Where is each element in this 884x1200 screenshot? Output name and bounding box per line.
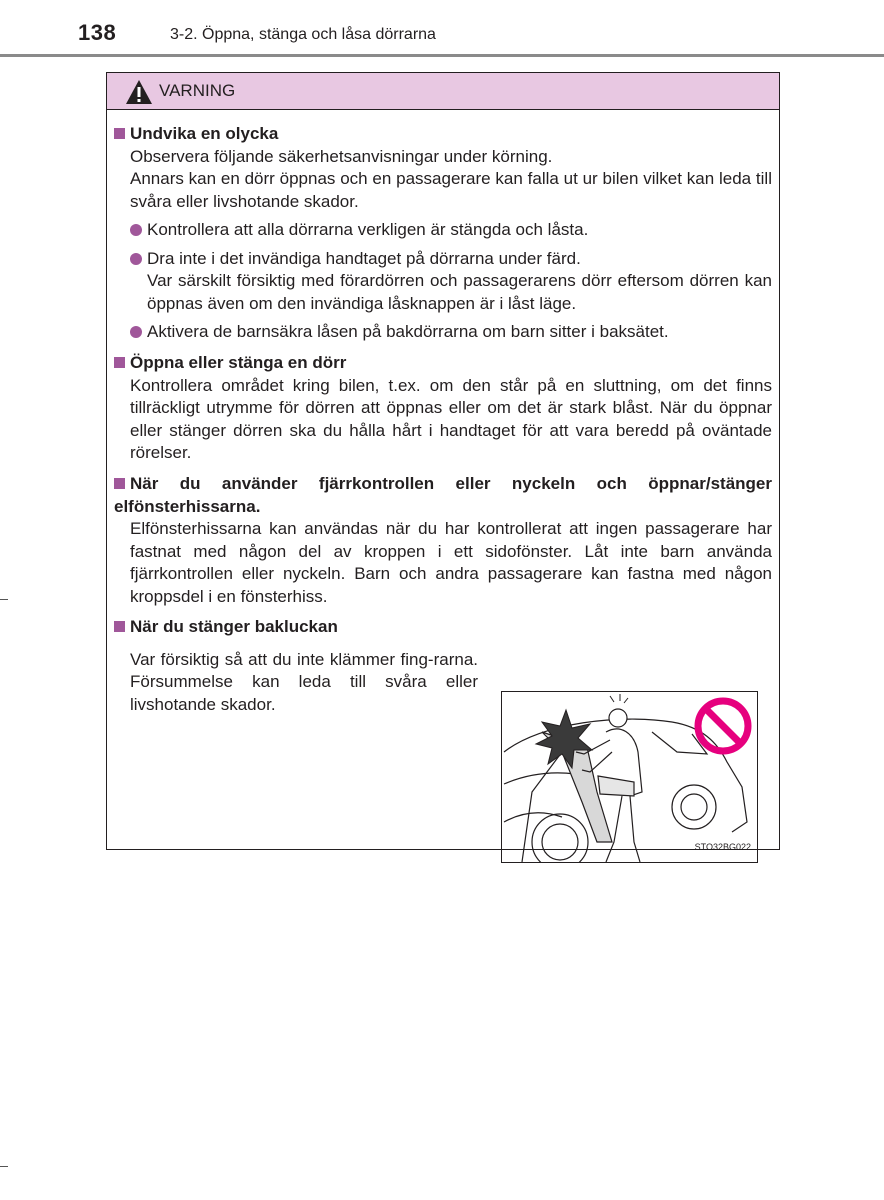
section-text: Elfönsterhissarna kan användas när du har kontrollerat att ingen passagerare har fastnat med någon del av kroppen i ett sidofönster. Låt inte barn använda fjärrkontrollen eller nyckeln. Barn och andra passagerare kan fastna med någon kroppsdel i en fönsterhiss. — [130, 519, 772, 606]
warning-header — [107, 73, 779, 110]
section-open-close-door — [114, 352, 772, 465]
section-avoid-accident — [114, 123, 772, 344]
section-text: Kontrollera området kring bilen, t.ex. om den står på en sluttning, om det finns tillräckligt utrymme för dörren att öppnas eller om det är stark blåst. När du öppnar eller stänger dörren ska du hålla hårt i handtaget för att vara beredd på oväntade rörelser. — [130, 375, 772, 462]
list-item: Dra inte i det invändiga handtaget på dörrarna under färd. Var särskilt försiktig med förardörren och passagerarens dörr eftersom dörren kan öppnas även om den invändiga låsknappen är i låst läge. — [130, 248, 772, 316]
tailgate-illustration — [501, 691, 758, 863]
square-bullet-icon — [114, 357, 125, 368]
section-text: Var försiktig så att du inte klämmer fing-rarna. Försummelse kan leda till svåra eller livshotande skador. — [130, 649, 478, 714]
square-bullet-icon — [114, 478, 125, 489]
list-item: Aktivera de barnsäkra låsen på bakdörrarna om barn sitter i baksätet. — [130, 321, 772, 344]
round-bullet-icon — [130, 253, 142, 265]
square-bullet-icon — [114, 128, 125, 139]
warning-content — [107, 109, 779, 852]
prohibition-icon — [698, 701, 748, 751]
square-bullet-icon — [114, 621, 125, 632]
warning-triangle-icon — [125, 79, 153, 105]
figure-code: STO32BG022 — [694, 841, 751, 852]
round-bullet-icon — [130, 326, 142, 338]
section-title: När du stänger bakluckan — [114, 616, 772, 639]
section-power-windows — [114, 473, 772, 608]
round-bullet-icon — [130, 224, 142, 236]
header-rule — [0, 54, 884, 57]
list-item: Kontrollera att alla dörrarna verkligen är stängda och låsta. — [130, 219, 772, 242]
section-title: Öppna eller stänga en dörr — [114, 352, 772, 375]
section-text: Annars kan en dörr öppnas och en passagerare kan falla ut ur bilen vilket kan leda till svåra eller livshotande skador. — [130, 169, 772, 211]
page-number: 138 — [78, 20, 117, 45]
margin-tick — [0, 1166, 8, 1167]
section-title: Undvika en olycka — [114, 123, 772, 146]
chapter-title: 3-2. Öppna, stänga och låsa dörrarna — [170, 26, 436, 43]
warning-title: VARNING — [159, 81, 236, 100]
warning-box — [106, 72, 780, 850]
section-text: Observera följande säkerhetsanvisningar under körning. — [130, 146, 553, 166]
margin-tick — [0, 599, 8, 600]
section-title: När du använder fjärrkontrollen eller nyckeln och öppnar/stänger elfönsterhissarna. — [114, 474, 772, 516]
